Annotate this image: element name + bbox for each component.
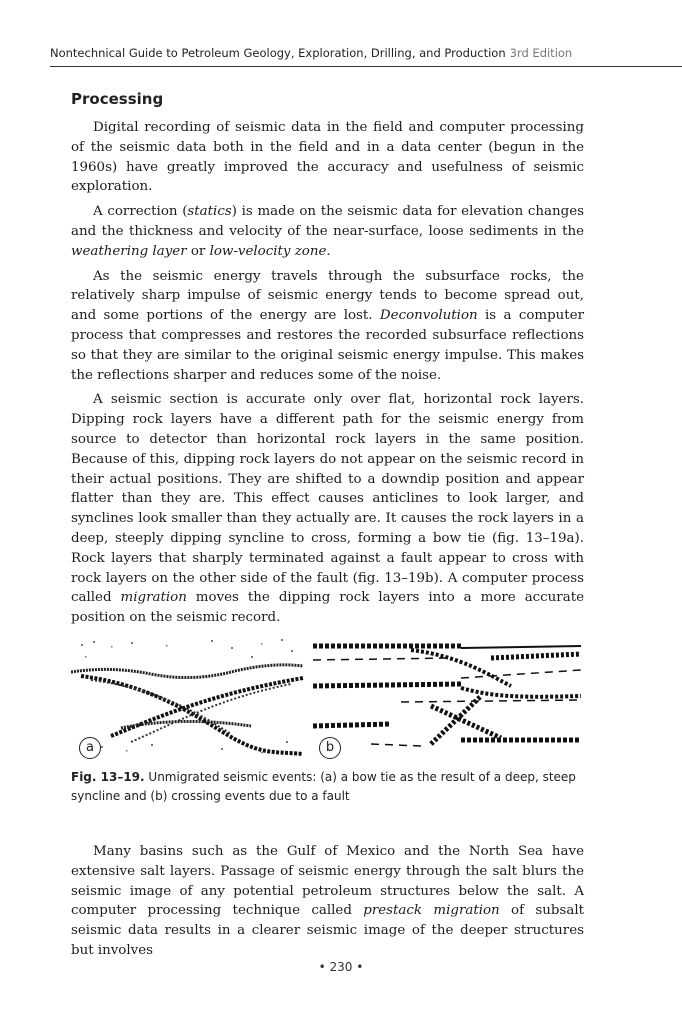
section-heading: Processing xyxy=(71,90,164,108)
term-low-velocity-zone: low-velocity zone xyxy=(209,243,327,259)
fault-crossing-seismic-image xyxy=(311,636,585,764)
paragraph-5: Many basins such as the Gulf of Mexico and the North Sea have extensive salt layers. Passage of seismic energy through the salt blurs the seismic image of any potential petroleum structures below the salt. A computer processing technique called prestack migration of subsalt seismic data results in a clearer seismic image of the deeper structures but involves xyxy=(71,844,585,958)
figure-label-b: b xyxy=(319,737,341,759)
figure-panel-a xyxy=(71,636,305,764)
figure-number: Fig. 13–19. xyxy=(71,770,145,784)
term-deconvolution: Deconvolution xyxy=(379,308,478,324)
figure-label-a: a xyxy=(79,737,101,759)
body-text-continued xyxy=(71,842,584,966)
paragraph-1: Digital recording of seismic data in the field and computer processing of the seismic data both in the field and in a data center (begun in the 1960s) have greatly improved the accuracy and usefulness of seismic exploration. xyxy=(71,120,584,195)
figure-13-19 xyxy=(71,636,585,764)
figure-caption xyxy=(71,768,591,806)
paragraph-2: A correction (statics) is made on the seismic data for elevation changes and the thickness and velocity of the near-surface, loose sediments in the weathering layer or low-velocity zone. xyxy=(71,204,584,259)
page-number: • 230 • xyxy=(318,960,364,974)
term-weathering-layer: weathering layer xyxy=(71,243,187,259)
running-header xyxy=(50,46,682,60)
term-migration: migration xyxy=(120,590,187,606)
header-rule xyxy=(50,66,682,67)
term-statics: statics xyxy=(187,204,232,220)
edition-label: 3rd Edition xyxy=(509,46,573,60)
term-prestack-migration: prestack migration xyxy=(363,903,500,919)
figure-panel-b xyxy=(311,636,585,764)
body-text xyxy=(71,118,584,633)
book-title: Nontechnical Guide to Petroleum Geology, Exploration, Drilling, and Production xyxy=(50,46,506,60)
paragraph-4: A seismic section is accurate only over flat, horizontal rock layers. Dipping rock layers have a different path for the seismic energy from source to detector than horizontal rock layers in the same position. Because of this, dipping rock layers do not appear on the seismic record in their actual positions. They are shifted to a downdip position and appear flatter than they are. This effect causes anticlines to look larger, and synclines look smaller than they actually are. It causes the rock layers in a deep, steeply dipping syncline to cross, forming a bow tie (fig. 13–19a). Rock layers that sharply terminated against a fault appear to cross with rock layers on the other side of the fault (fig. 13–19b). A computer process called migration moves the dipping rock layers into a more accurate position on the seismic record. xyxy=(71,392,584,626)
bow-tie-seismic-image xyxy=(71,636,305,764)
paragraph-3: As the seismic energy travels through the subsurface rocks, the relatively sharp impulse of seismic energy tends to become spread out, and some portions of the energy are lost. Deconvolution is a computer process that compresses and restores the recorded subsurface reflections so that they are similar to the original seismic energy impulse. This makes the reflections sharper and reduces some of the noise. xyxy=(71,268,584,383)
figure-caption-text: Unmigrated seismic events: (a) a bow tie as the result of a deep, steep syncline and (b) crossing events due to a fault xyxy=(71,770,576,803)
